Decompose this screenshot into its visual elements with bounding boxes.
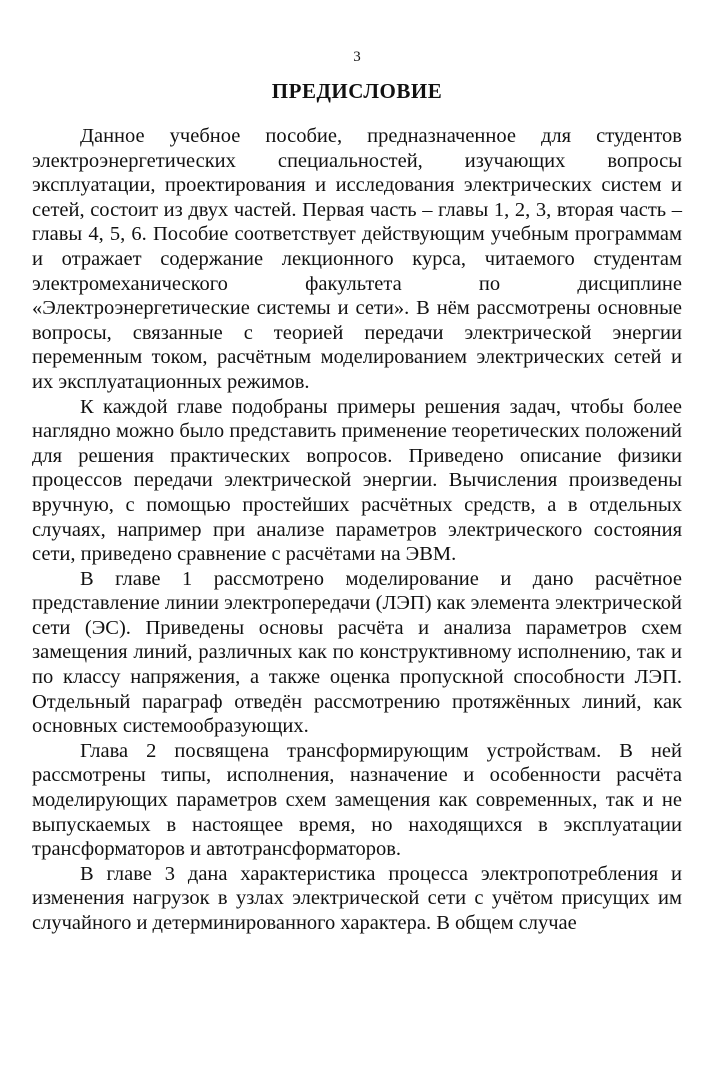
paragraph-5: В главе 3 дана характеристика процесса электропотребления и изменения нагрузок в узлах электрической сети с учётом присущих им случайного и детерминированного характера. В общем случае: [32, 862, 682, 934]
page-number: 3: [353, 49, 361, 65]
paragraph-3: В главе 1 рассмотрено моделирование и дано расчётное представление линии электропередачи (ЛЭП) как элемента электрической сети (ЭС). Приведены основы расчёта и анализа параметров схем замещения линий, различных как по конструктивному исполнению, так и по классу напряжения, а также оценка пропускной способности ЛЭП. Отдельный параграф отведён рассмотрению протяжённых линий, как основных системообразующих.: [32, 567, 682, 738]
paragraph-4: Глава 2 посвящена трансформирующим устройствам. В ней рассмотрены типы, исполнения, назначение и особенности расчёта моделирующих параметров схем замещения как современных, так и не выпускаемых в настоящее время, но находящихся в эксплуатации трансформаторов и автотрансформаторов.: [32, 739, 682, 861]
paragraph-2: К каждой главе подобраны примеры решения задач, чтобы более наглядно можно было представить применение теоретических положений для решения практических вопросов. Приведено описание физики процессов передачи электрической энергии. Вычисления произведены вручную, с помощью простейших расчётных средств, а в отдельных случаях, например при анализе параметров электрического состояния сети, приведено сравнение с расчётами на ЭВМ.: [32, 395, 682, 566]
paragraph-1: Данное учебное пособие, предназначенное для студентов электроэнергетических специальностей, изучающих вопросы эксплуатации, проектирования и исследования электрических систем и сетей, состоит из двух частей. Первая часть – главы 1, 2, 3, вторая часть – главы 4, 5, 6. Пособие соответствует действующим учебным программам и отражает содержание лекционного курса, читаемого студентам электромеханического факультета по дисциплине «Электроэнергетические системы и сети». В нём рассмотрены основные вопросы, связанные с теорией передачи электрической энергии переменным током, расчётным моделированием электрических сетей и их эксплуатационных режимов.: [32, 125, 682, 393]
page-title: ПРЕДИСЛОВИЕ: [271, 79, 443, 103]
